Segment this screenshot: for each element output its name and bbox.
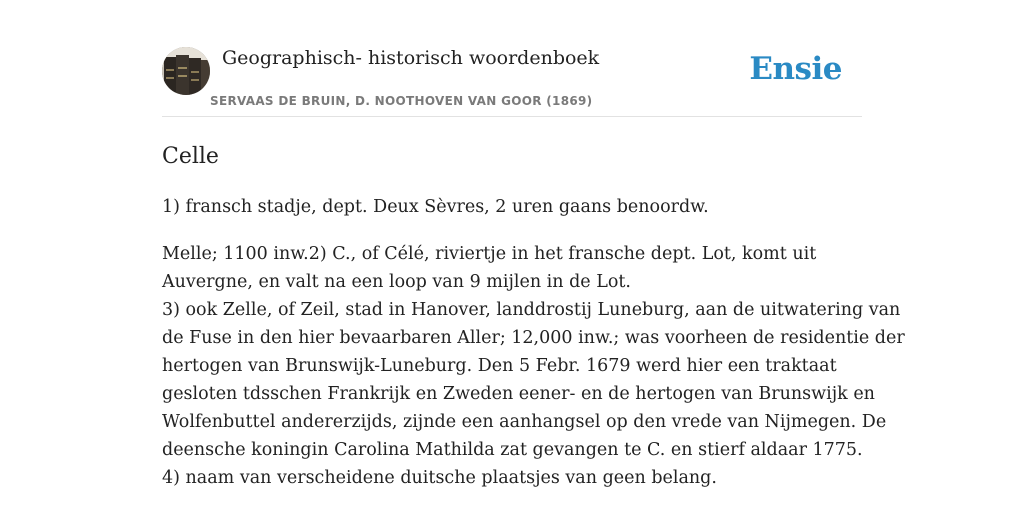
book-title[interactable]: Geographisch- historisch woordenboek: [222, 47, 600, 69]
entry-card: [162, 44, 905, 492]
book-header: [162, 44, 862, 117]
entry-title: Celle: [162, 144, 219, 169]
paragraph-line: de Fuse in den hier bevaarbaren Aller; 12,000 inw.; was voorheen de residentie der: [162, 328, 905, 348]
book-spines-icon[interactable]: [162, 47, 210, 95]
book-author[interactable]: SERVAAS DE BRUIN, D. NOOTHOVEN VAN GOOR (1869): [210, 94, 593, 108]
paragraph-line: 4) naam van verscheidene duitsche plaatsjes van geen belang.: [162, 468, 717, 488]
ensie-logo[interactable]: Ensie: [749, 51, 842, 87]
paragraph-line: 3) ook Zelle, of Zeil, stad in Hanover, landdrostij Luneburg, aan de uitwatering van: [162, 300, 901, 320]
paragraph-line: Melle; 1100 inw.2) C., of Célé, riviertje in het fransche dept. Lot, komt uit: [162, 244, 817, 264]
paragraph-line: deensche koningin Carolina Mathilda zat gevangen te C. en stierf aldaar 1775.: [162, 440, 863, 460]
paragraph-line: hertogen van Brunswijk-Luneburg. Den 5 Febr. 1679 werd hier een traktaat: [162, 356, 837, 376]
paragraph-line: Auvergne, en valt na een loop van 9 mijlen in de Lot.: [162, 272, 631, 292]
paragraph-line: gesloten tdsschen Frankrijk en Zweden eener- en de hertogen van Brunswijk en: [162, 384, 875, 404]
entry-paragraph-2: [162, 240, 905, 492]
entry-paragraph-1: 1) fransch stadje, dept. Deux Sèvres, 2 uren gaans benoordw.: [162, 197, 709, 217]
paragraph-line: Wolfenbuttel andererzijds, zijnde een aanhangsel op den vrede van Nijmegen. De: [162, 412, 887, 432]
